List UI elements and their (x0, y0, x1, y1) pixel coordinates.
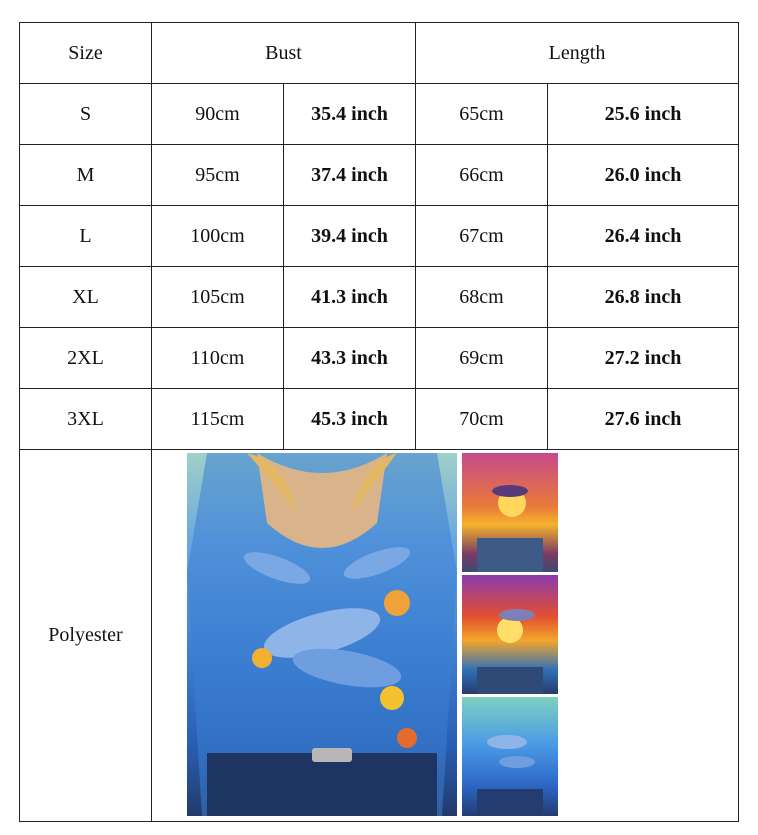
table-row (20, 84, 739, 145)
size-cell: M (20, 145, 152, 206)
bust-inch-cell: 41.3 inch (284, 267, 416, 328)
size-cell: XL (20, 267, 152, 328)
bust-cm-cell: 90cm (152, 84, 284, 145)
product-thumbnail (462, 453, 558, 572)
length-inch-cell: 25.6 inch (548, 84, 739, 145)
length-cm-cell: 66cm (416, 145, 548, 206)
bust-cm-cell: 115cm (152, 389, 284, 450)
product-thumbnail (462, 575, 558, 694)
bust-cm-cell: 110cm (152, 328, 284, 389)
bust-inch-cell: 39.4 inch (284, 206, 416, 267)
table-row (20, 267, 739, 328)
table-row (20, 389, 739, 450)
bust-inch-cell: 45.3 inch (284, 389, 416, 450)
dolphin-shirt-thumbnail-illustration (462, 697, 558, 816)
length-inch-cell: 27.6 inch (548, 389, 739, 450)
length-inch-cell: 26.8 inch (548, 267, 739, 328)
product-photo-group (152, 450, 734, 818)
size-cell: 2XL (20, 328, 152, 389)
size-chart-table (19, 22, 739, 822)
table-row (20, 145, 739, 206)
length-inch-cell: 26.0 inch (548, 145, 739, 206)
length-cm-cell: 69cm (416, 328, 548, 389)
length-cm-cell: 65cm (416, 84, 548, 145)
header-length: Length (416, 23, 739, 84)
size-cell: S (20, 84, 152, 145)
length-cm-cell: 70cm (416, 389, 548, 450)
bust-inch-cell: 37.4 inch (284, 145, 416, 206)
bust-cm-cell: 95cm (152, 145, 284, 206)
length-inch-cell: 26.4 inch (548, 206, 739, 267)
header-size: Size (20, 23, 152, 84)
table-row (20, 206, 739, 267)
material-row (20, 450, 739, 822)
header-bust: Bust (152, 23, 416, 84)
material-label: Polyester (20, 450, 152, 822)
size-cell: 3XL (20, 389, 152, 450)
bust-cm-cell: 100cm (152, 206, 284, 267)
dolphin-shirt-illustration (187, 453, 457, 816)
bust-inch-cell: 43.3 inch (284, 328, 416, 389)
product-thumbnail (462, 697, 558, 816)
table-row (20, 328, 739, 389)
length-inch-cell: 27.2 inch (548, 328, 739, 389)
sunset-shirt-illustration (462, 453, 558, 572)
size-cell: L (20, 206, 152, 267)
bust-inch-cell: 35.4 inch (284, 84, 416, 145)
table-header-row (20, 23, 739, 84)
bust-cm-cell: 105cm (152, 267, 284, 328)
main-product-photo (187, 453, 457, 816)
length-cm-cell: 68cm (416, 267, 548, 328)
product-photo-cell (152, 450, 739, 822)
length-cm-cell: 67cm (416, 206, 548, 267)
dolphin-sunset-shirt-illustration (462, 575, 558, 694)
